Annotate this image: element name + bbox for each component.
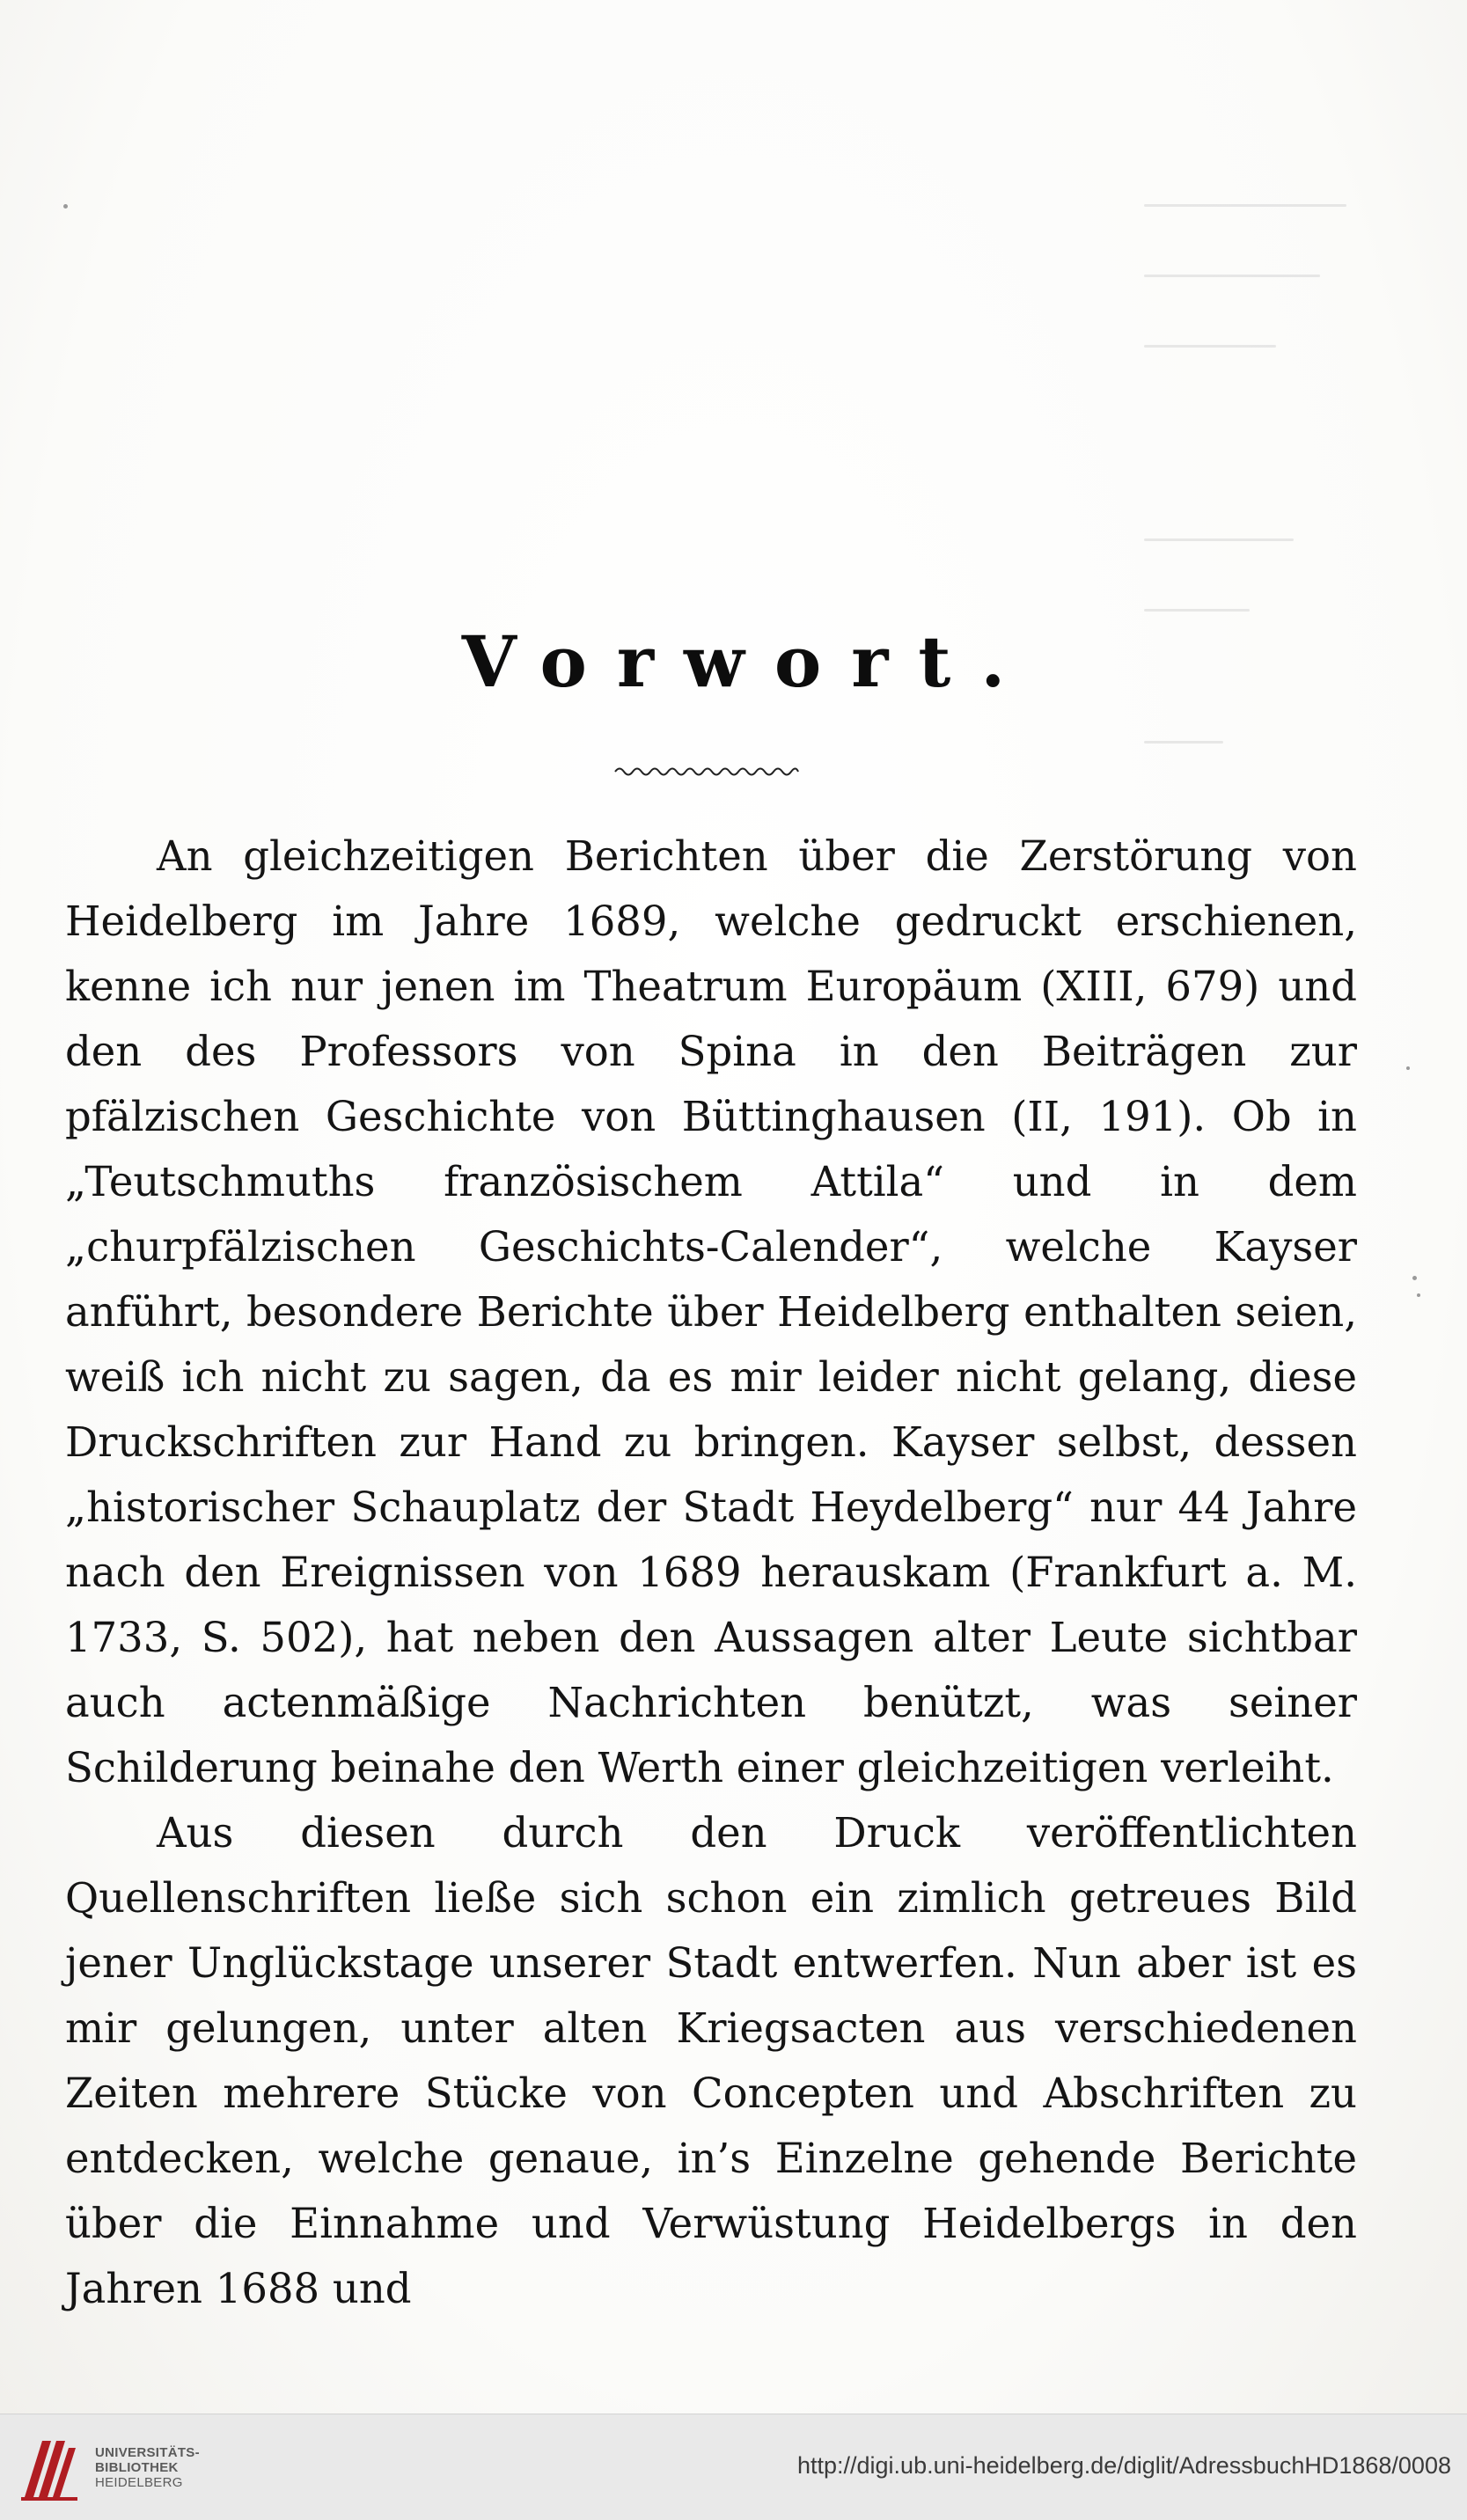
dust-speck bbox=[1417, 1293, 1420, 1297]
bleed-through-mark bbox=[1144, 204, 1346, 207]
library-name bbox=[95, 2445, 200, 2490]
title-ornament bbox=[613, 764, 800, 780]
bleed-through-mark bbox=[1144, 275, 1320, 277]
bleed-through-mark bbox=[1144, 609, 1250, 612]
page-title: Vorwort. bbox=[461, 620, 1036, 703]
library-name-line: BIBLIOTHEK bbox=[95, 2460, 179, 2475]
dust-speck bbox=[1412, 1276, 1417, 1280]
permalink-url[interactable]: http://digi.ub.uni-heidelberg.de/diglit/AdressbuchHD1868/0008 bbox=[796, 2452, 1451, 2479]
bleed-through-mark bbox=[1144, 741, 1223, 744]
dust-speck bbox=[1406, 1066, 1410, 1070]
bleed-through-mark bbox=[1144, 538, 1294, 541]
library-name-line: UNIVERSITÄTS- bbox=[95, 2445, 200, 2460]
dust-speck bbox=[63, 204, 68, 209]
paragraph: An gleichzeitigen Berichten über die Zerstörung von Heidelberg im Jahre 1689, welche gedruckt erschienen, kenne ich nur jenen im Theatrum Europäum (XIII, 679) und den des Professors von Spina in den Beiträgen zur pfälzischen Geschichte von Büttinghausen (II, 191). Ob in „Teutschmuths französischem Attila“ und in dem „churpfälzischen Geschichts-Calender“, welche Kayser anführt, besondere Berichte über Heidelberg enthalten seien, weiß ich nicht zu sagen, da es mir leider nicht gelang, diese Druckschriften zur Hand zu bringen. Kayser selbst, dessen „historischer Schauplatz der Stadt Heydelberg“ nur 44 Jahre nach den Ereignissen von 1689 herauskam (Frankfurt a. M. 1733, S. 502), hat neben den Aussagen alter Leute sichtbar auch actenmäßige Nachrichten benützt, was seiner Schilderung beinahe den Werth einer gleichzeitigen verleiht. bbox=[65, 832, 1357, 1791]
university-library-logo bbox=[16, 2432, 83, 2502]
bleed-through-mark bbox=[1144, 345, 1276, 348]
body-text bbox=[65, 824, 1357, 2321]
paragraph: Aus diesen durch den Druck veröffentlichten Quellenschriften ließe sich schon ein zimlich getreues Bild jener Unglückstage unserer Stadt entwerfen. Nun aber ist es mir gelungen, unter alten Kriegsacten aus verschiedenen Zeiten mehrere Stücke von Concepten und Abschriften zu entdecken, welche genaue, in’s Einzelne gehende Berichte über die Einnahme und Verwüstung Heidelbergs in den Jahren 1688 und bbox=[65, 1809, 1357, 2312]
viewer-footer bbox=[0, 2414, 1467, 2520]
library-name-line: HEIDELBERG bbox=[95, 2475, 183, 2490]
